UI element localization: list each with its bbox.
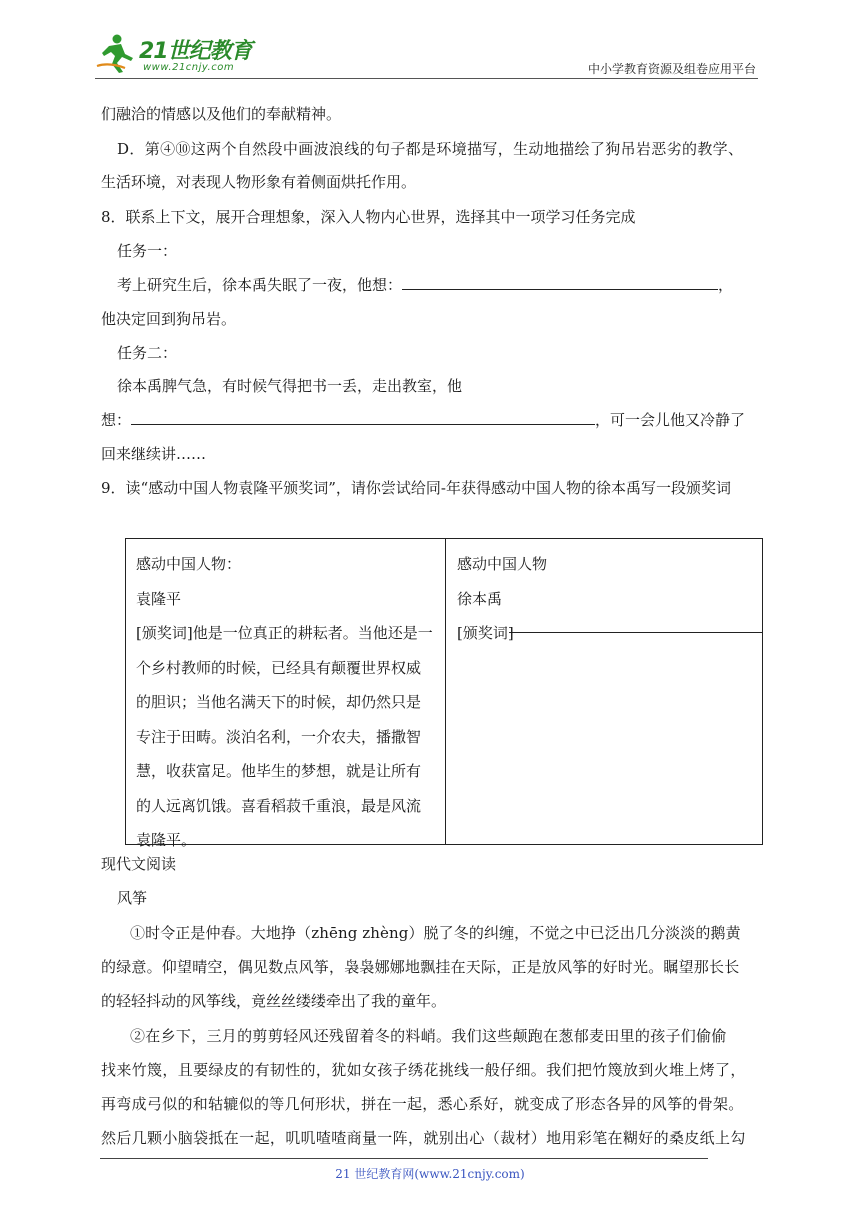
paragraph-2-line: 找来竹篾，且要绿皮的有韧性的，犹如女孩子绣花挑线一般仔细。我们把竹篾放到火堆上烤了， <box>101 1061 746 1079</box>
text-line: 生活环境，对表现人物形象有着侧面烘托作用。 <box>101 173 417 191</box>
site-logo[interactable] <box>95 32 252 74</box>
logo-text: 21世纪教育 <box>139 39 252 64</box>
paragraph-1-line: 的轻轻抖动的风筝线，竟丝丝缕缕牵出了我的童年。 <box>101 992 447 1010</box>
article-title: 风筝 <box>117 889 148 907</box>
section-heading: 现代文阅读 <box>101 855 177 873</box>
paragraph-1-line: 的绿意。仰望晴空，偶见数点风筝，袅袅娜娜地飘挂在天际，正是放风筝的好时光。瞩望那长长 <box>101 958 740 976</box>
table-line: 专注于田畴。淡泊名利，一介农夫，播撒智 <box>136 727 422 746</box>
footer-link[interactable]: 21 世纪教育网(www.21cnjy.com) <box>335 1167 525 1181</box>
option-d: D．第④⑩这两个自然段中画波浪线的句子都是环境描写，生动地描绘了狗吊岩恶劣的教学、 <box>117 140 744 158</box>
table-line: [颁奖词]他是一位真正的耕耘者。当他还是一 <box>136 624 433 642</box>
task-two-blank-line <box>101 410 745 430</box>
table-line: 感动中国人物 <box>457 555 548 573</box>
paragraph-2-line: 然后几颗小脑袋抵在一起，叽叽喳喳商量一阵，就别出心（裁材）地用彩笔在糊好的桑皮纸上勾 <box>101 1129 746 1147</box>
table-line: 感动中国人物： <box>136 555 242 573</box>
task-one-text: 考上研究生后，徐本禹失眠了一夜，他想： <box>117 276 403 294</box>
logo-url: www.21cnjy.com <box>143 62 235 73</box>
paragraph-2-line: 再弯成弓似的和轱辘似的等几何形状，拼在一起，悉心系好，就变成了形态各异的风筝的骨架。 <box>101 1095 744 1113</box>
task-two-prompt: 徐本禹脾气急，有时候气得把书一丢，走出教室，他 <box>117 377 463 395</box>
text-line: 们融洽的情感以及他们的奉献精神。 <box>101 105 342 123</box>
table-line: 个乡村教师的时候，已经具有颠覆世界权威 <box>136 658 422 677</box>
task-one-prompt <box>117 275 733 295</box>
page-header <box>95 28 758 79</box>
task-one-label: 任务一： <box>117 242 178 260</box>
think-label: 想： <box>101 411 132 429</box>
task-two-tail: ，可一会儿他又冷静了 <box>595 411 746 429</box>
footer-divider <box>100 1158 708 1159</box>
table-line: 慧，收获富足。他毕生的梦想，就是让所有 <box>136 762 422 780</box>
comma: ， <box>718 276 734 294</box>
table-column-divider <box>445 539 446 844</box>
answer-blank-2[interactable] <box>131 410 595 425</box>
table-line: 的人远离饥饿。喜看稻菽千重浪，最是风流 <box>136 796 422 815</box>
table-line: 徐本禹 <box>457 589 503 608</box>
question-8: 8．联系上下文，展开合理想象，深入人物内心世界，选择其中一项学习任务完成 <box>101 208 636 226</box>
yuan-longping-cell <box>136 547 441 858</box>
question-9: 9．读“感动中国人物袁隆平颁奖词”，请你尝试给同-年获得感动中国人物的徐本禹写一段颁奖词 <box>101 479 731 497</box>
text-line: 回来继续讲…… <box>101 445 207 463</box>
table-line: 袁隆平。 <box>136 831 197 849</box>
answer-blank-1[interactable] <box>402 275 718 290</box>
award-speech-table <box>125 538 763 849</box>
text-line: 他决定回到狗吊岩。 <box>101 310 237 328</box>
table-line: 的胆识；当他名满天下的时候，却仍然只是 <box>136 693 422 711</box>
table-line: 袁隆平 <box>136 589 182 608</box>
task-two-label: 任务二： <box>117 344 178 362</box>
paragraph-2-line: ②在乡下，三月的剪剪轻风还残留着冬的料峭。我们这些颠跑在葱郁麦田里的孩子们偷偷 <box>130 1027 727 1045</box>
running-man-icon <box>95 32 139 74</box>
platform-name: 中小学教育资源及组卷应用平台 <box>587 62 756 76</box>
table-line: [颁奖词] <box>457 624 514 642</box>
paragraph-1-line: ①时令正是仲春。大地挣（zhēng zhèng）脱了冬的纠缠，不觉之中已泛出几分淡淡的鹅黄 <box>130 924 741 942</box>
xu-benyu-cell <box>457 547 547 651</box>
